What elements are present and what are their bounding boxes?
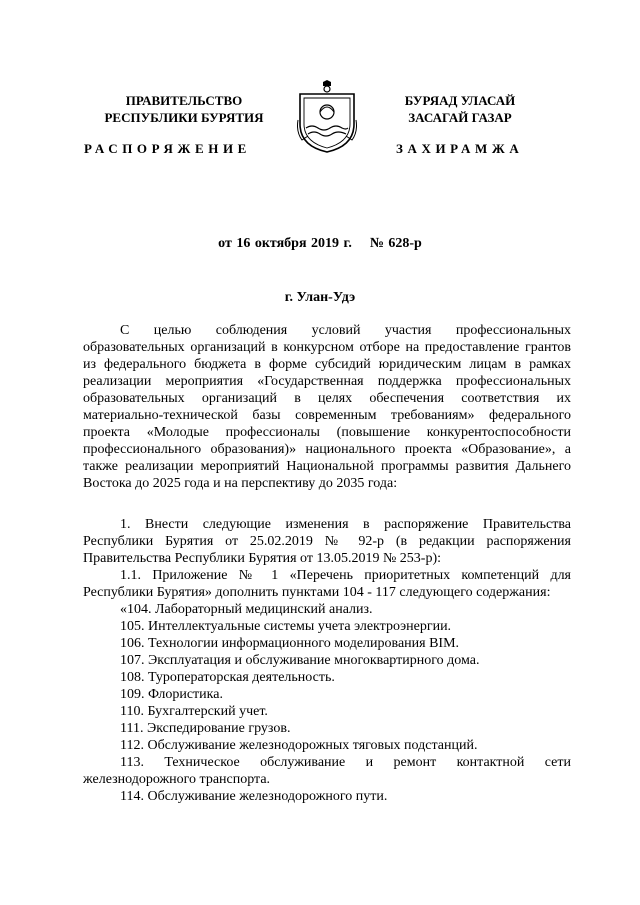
list-item: 107. Эксплуатация и обслуживание многоквартирного дома. <box>120 653 480 668</box>
doc-type-right: ЗАХИРАМЖА <box>396 141 524 156</box>
intro-paragraph <box>83 322 571 492</box>
date-line: от 16 октября 2019 г. № 628-р <box>218 236 422 251</box>
list-item: 114. Обслуживание железнодорожного пути. <box>120 789 388 804</box>
list-item: 109. Флористика. <box>120 687 223 702</box>
list-item: 111. Экспедирование грузов. <box>120 721 291 736</box>
point-1-1: 1.1. Приложение № 1 «Перечень приоритетных компетенций для Республики Бурятия» дополнить пунктами 104 - 117 следующего содержания: <box>83 568 571 600</box>
header-left <box>84 92 284 126</box>
list-item: 113. Техническое обслуживание и ремонт контактной сети железнодорожного транспорта. <box>83 755 571 787</box>
list-item: 112. Обслуживание железнодорожных тяговых подстанций. <box>120 738 478 753</box>
doc-type-left: РАСПОРЯЖЕНИЕ <box>84 141 251 156</box>
header-left-line2: РЕСПУБЛИКИ БУРЯТИЯ <box>104 110 264 125</box>
header-left-line1: ПРАВИТЕЛЬСТВО <box>125 93 243 108</box>
point-1: 1. Внести следующие изменения в распоряжение Правительства Республики Бурятия от 25.02.2019 № 92-р (в редакции распоряжения Правительства Республики Бурятия от 13.05.2019 № 253-р): <box>83 517 571 566</box>
header-right <box>375 92 545 126</box>
city-line: г. Улан-Удэ <box>284 290 356 305</box>
points-list <box>83 516 571 805</box>
list-item: 105. Интеллектуальные системы учета электроэнергии. <box>120 619 452 634</box>
intro-text: С целью соблюдения условий участия профессиональных образовательных организаций в конкурсном отборе на предоставление грантов из федерального бюджета в форме субсидий юридическим лицам в рамках реализации мероприятия «Государственная поддержка профессиональных образовательных организаций в целях обеспечения соответствия их материально-технической базы современным требованиям» федерального проекта «Молодые профессионалы (повышение конкурентоспособности профессионального образования)» национального проекта «Образование», а также реализации мероприятий Национальной программы развития Дальнего Востока до 2025 года и на перспективу до 2035 года: <box>83 323 571 491</box>
coat-of-arms-icon <box>296 80 358 154</box>
header-right-line2: ЗАСАГАЙ ГАЗАР <box>408 110 512 125</box>
list-item: 108. Туроператорская деятельность. <box>120 670 335 685</box>
list-item: «104. Лабораторный медицинский анализ. <box>120 602 373 617</box>
list-item: 106. Технологии информационного моделирования BIM. <box>120 636 460 651</box>
header-right-line1: БУРЯАД УЛАСАЙ <box>404 93 516 108</box>
list-item: 110. Бухгалтерский учет. <box>120 704 268 719</box>
